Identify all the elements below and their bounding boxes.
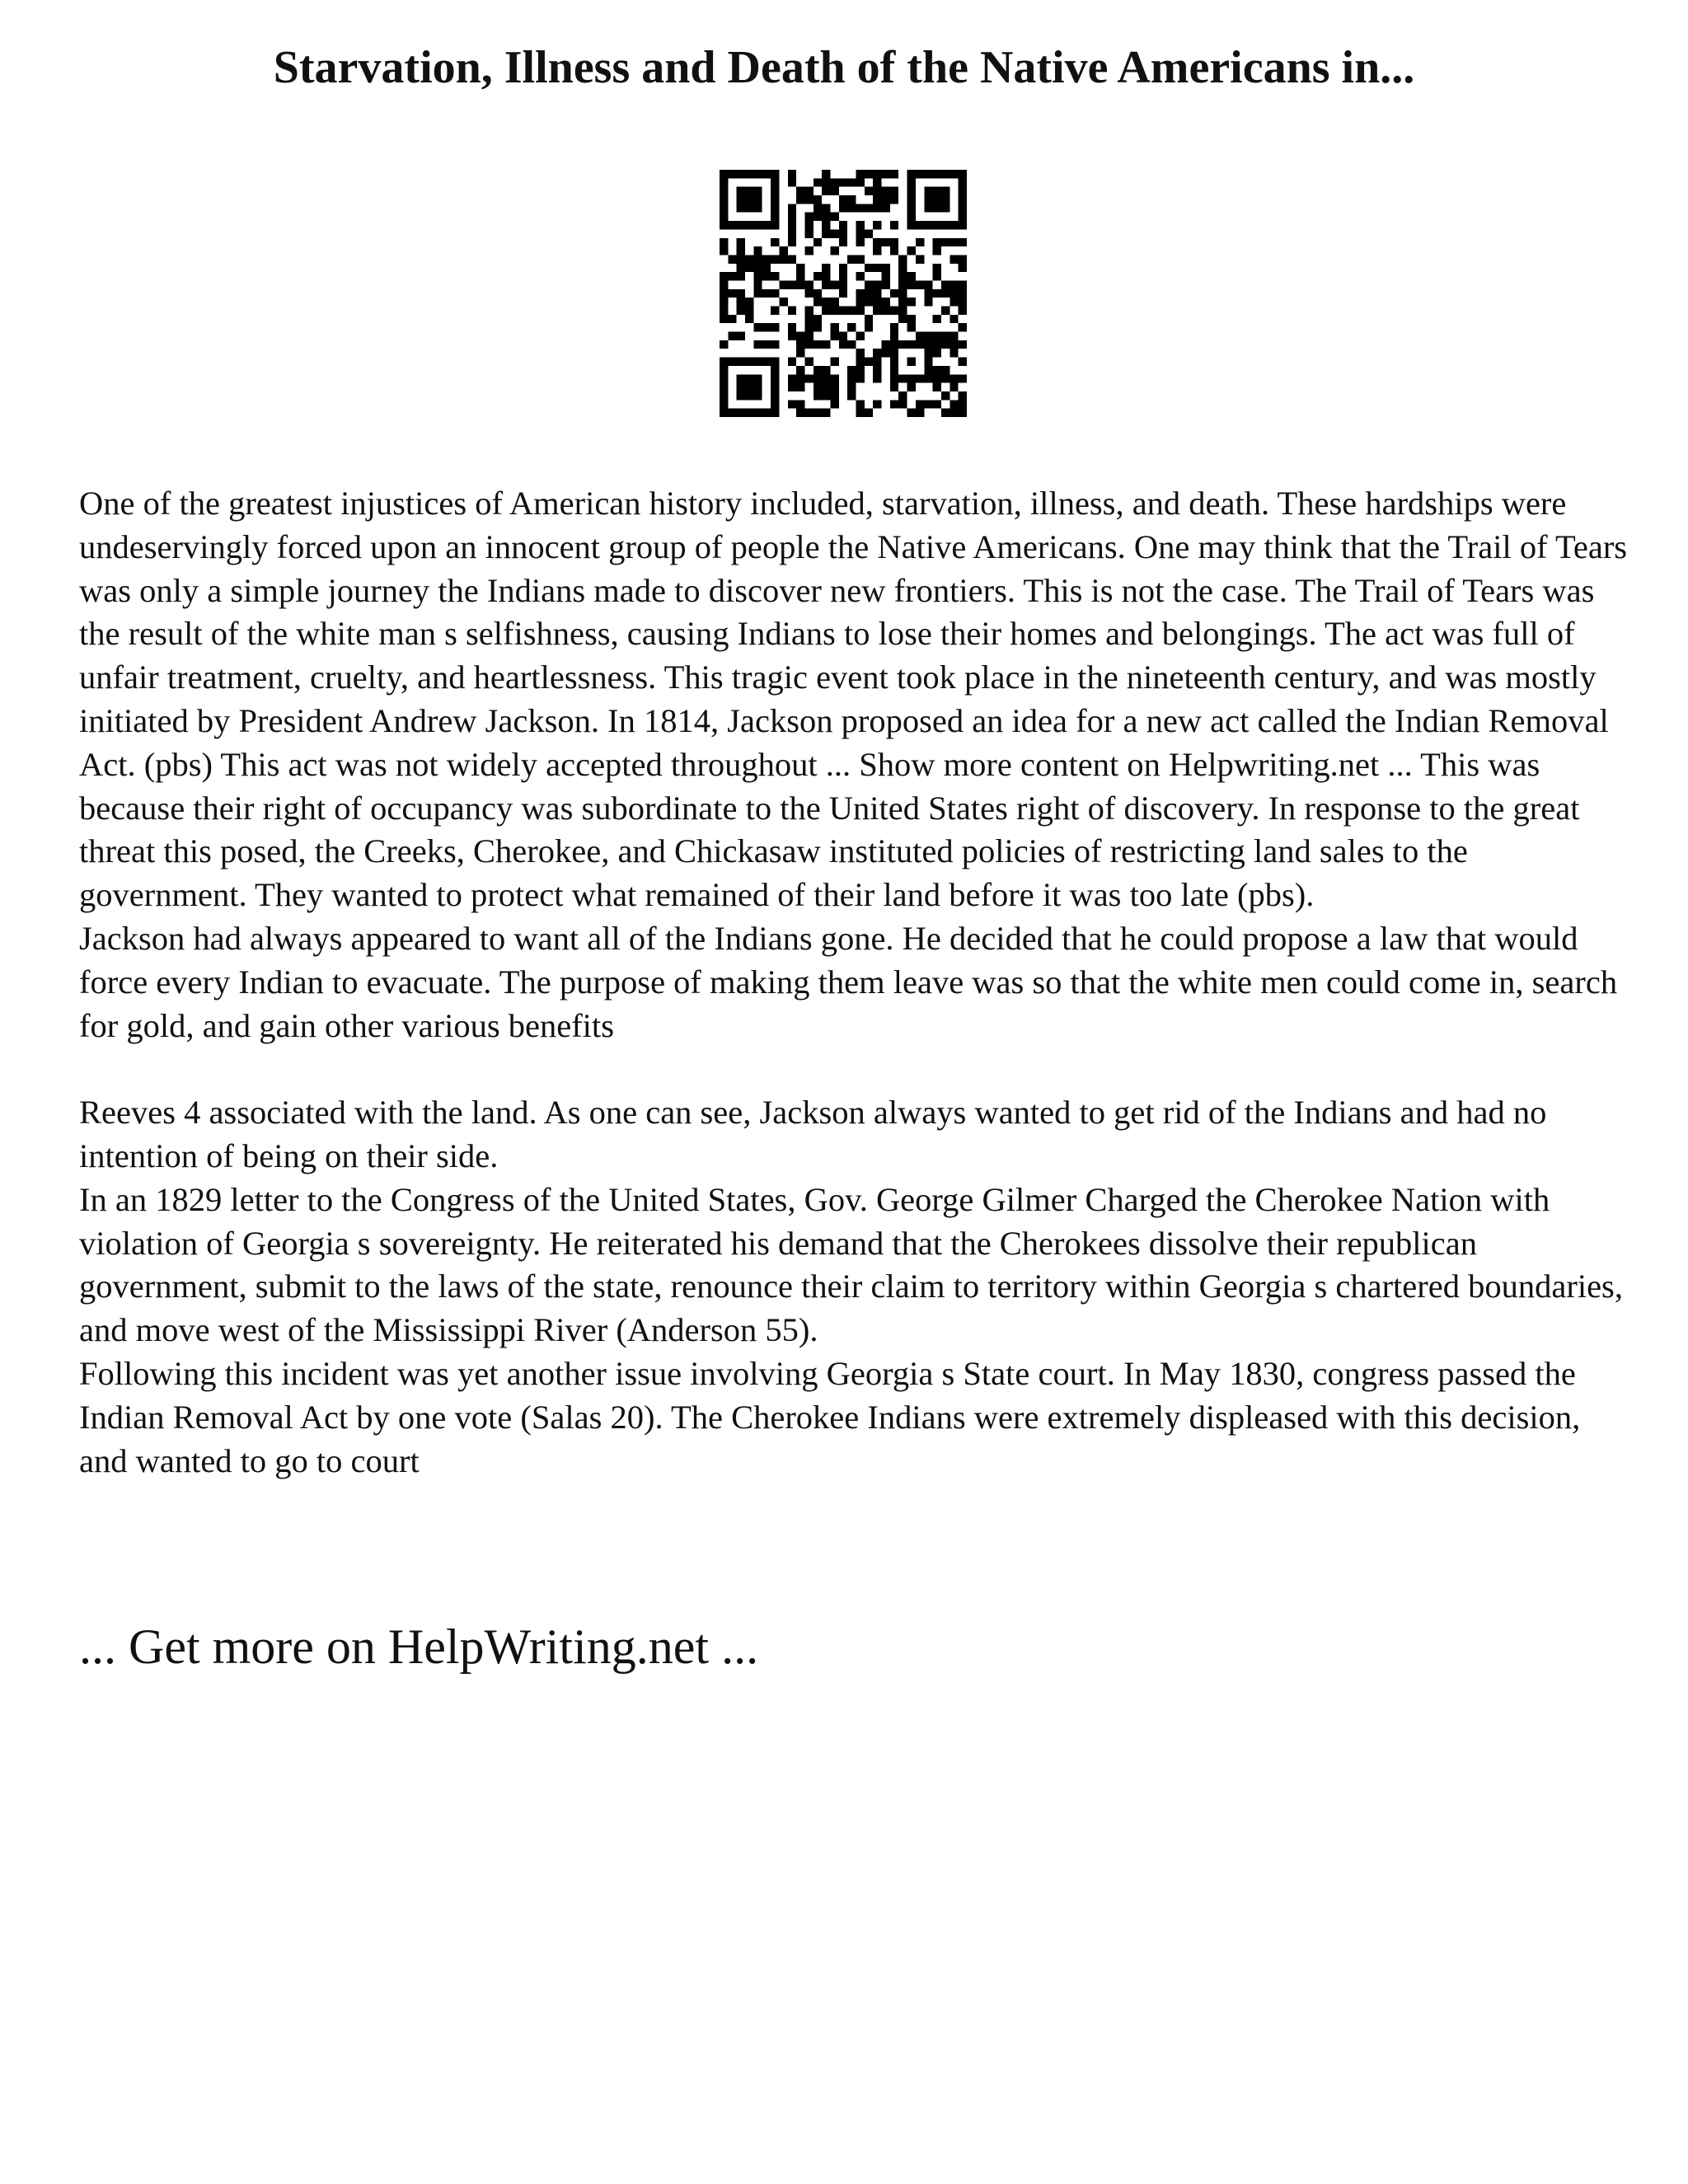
paragraph-gap <box>79 1047 1629 1091</box>
paragraph-jackson: Jackson had always appeared to want all of the Indians gone. He decided that he could propose a law that would force every Indian to evacuate. The purpose of making them leave was so that the white men could come in, search for gold, and gain other various benefits <box>79 919 1618 1044</box>
paragraph-reeves: Reeves 4 associated with the land. As one can see, Jackson always wanted to get rid of the Indians and had no intention of being on their side. <box>79 1094 1547 1174</box>
paragraph-gilmer-letter: In an 1829 letter to the Congress of the United States, Gov. George Gilmer Charged the Cherokee Nation with violation of Georgia s sovereignty. He reiterated his demand that the Cherokees dissolve their republican government, submit to the laws of the state, renounce their claim to territory within Georgia s chartered boundaries, and move west of the Mississippi River (Anderson 55). <box>79 1180 1623 1349</box>
document-body <box>79 482 1629 1483</box>
get-more-link[interactable]: ... Get more on HelpWriting.net ... <box>79 1619 759 1674</box>
qr-code-icon <box>720 170 967 417</box>
paragraph-removal-act: Following this incident was yet another issue involving Georgia s State court. In May 1830, congress passed the Indian Removal Act by one vote (Salas 20). The Cherokee Indians were extremely displeased with this decision, and wanted to go to court <box>79 1354 1581 1479</box>
paragraph-intro: One of the greatest injustices of American history included, starvation, illness, and death. These hardships were undeservingly forced upon an innocent group of people the Native Americans. One may think that the Trail of Tears was only a simple journey the Indians made to discover new frontiers. This is not the case. The Trail of Tears was the result of the white man s selfishness, causing Indians to lose their homes and belongings. The act was full of unfair treatment, cruelty, and heartlessness. This tragic event took place in the nineteenth century, and was mostly initiated by President Andrew Jackson. In 1814, Jackson proposed an idea for a new act called the Indian Removal Act. (pbs) This act was not widely accepted throughout ... Show more content on Helpwriting.net ... This was because their right of occupancy was subordinate to the United States right of discovery. In response to the great threat this posed, the Creeks, Cherokee, and Chickasaw instituted policies of restricting land sales to the government. They wanted to protect what remained of their land before it was too late (pbs). <box>79 485 1628 914</box>
document-title: Starvation, Illness and Death of the Native Americans in... <box>273 42 1415 93</box>
